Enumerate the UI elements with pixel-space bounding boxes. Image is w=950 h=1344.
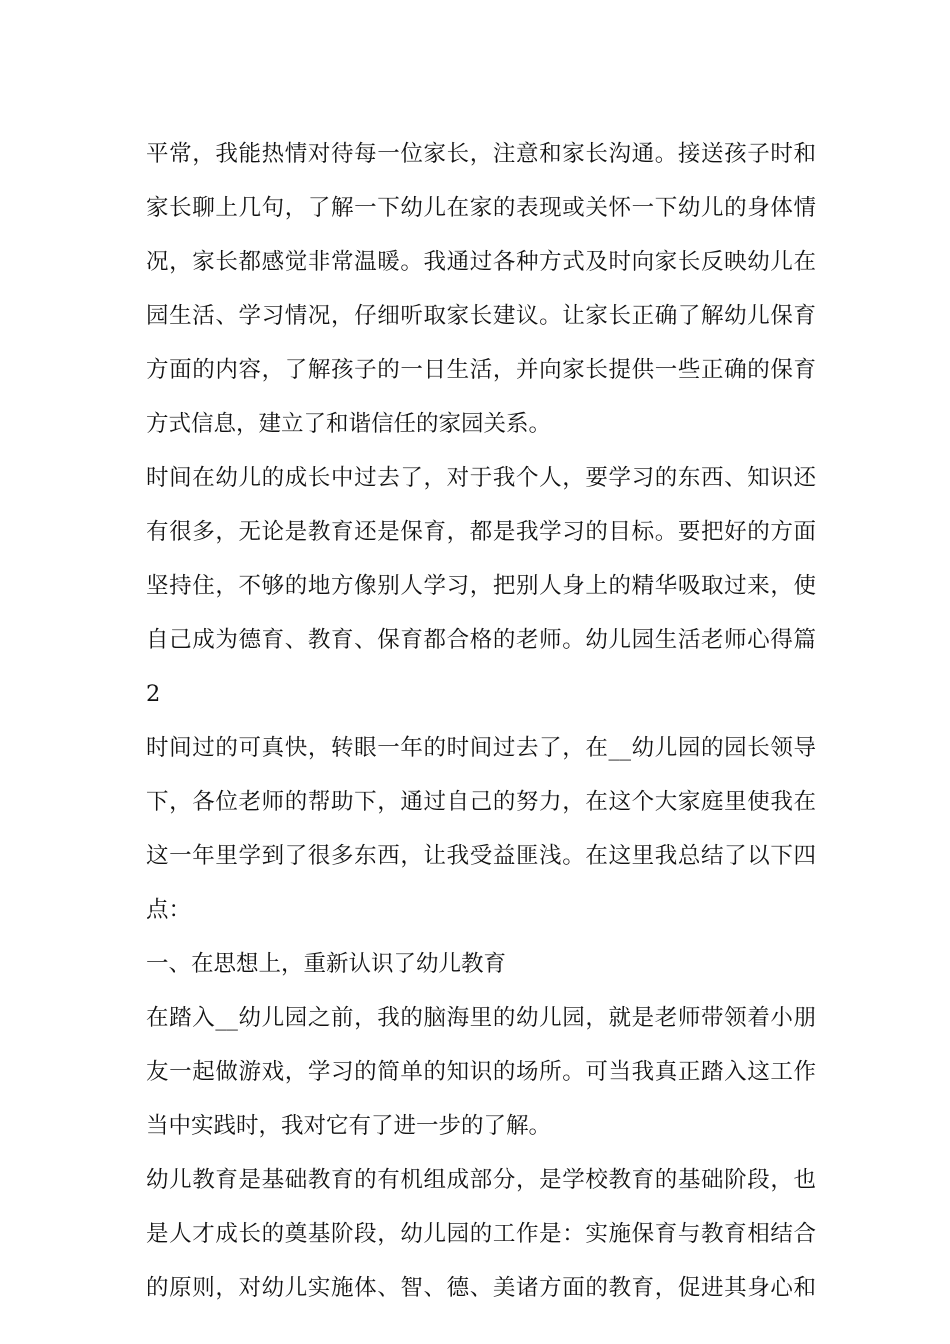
- text-line: 下，各位老师的帮助下，通过自己的努力，在这个大家庭里使我在: [146, 789, 816, 815]
- text-line: 方式信息，建立了和谐信任的家园关系。: [146, 411, 552, 437]
- text-line: 点：: [146, 897, 192, 923]
- text-line: 时间在幼儿的成长中过去了，对于我个人，要学习的东西、知识还: [146, 465, 816, 491]
- text-line: 自己成为德育、教育、保育都合格的老师。幼儿园生活老师心得篇: [146, 627, 816, 653]
- text-line: 是人才成长的奠基阶段，幼儿园的工作是：实施保育与教育相结合: [146, 1221, 816, 1247]
- document-body: [146, 127, 816, 1315]
- text-line: 的原则，对幼儿实施体、智、德、美诸方面的教育，促进其身心和: [146, 1275, 816, 1301]
- text-line: 在踏入__幼儿园之前，我的脑海里的幼儿园，就是老师带领着小朋: [146, 1005, 816, 1031]
- text-line: 方面的内容，了解孩子的一日生活，并向家长提供一些正确的保育: [146, 357, 816, 383]
- text-line: 2: [146, 681, 161, 707]
- text-line: 坚持住，不够的地方像别人学习，把别人身上的精华吸取过来，使: [146, 573, 816, 599]
- text-line: 幼儿教育是基础教育的有机组成部分，是学校教育的基础阶段，也: [146, 1167, 816, 1193]
- text-line: 况，家长都感觉非常温暖。我通过各种方式及时向家长反映幼儿在: [146, 249, 816, 275]
- text-line: 当中实践时，我对它有了进一步的了解。: [146, 1113, 552, 1139]
- text-line: 园生活、学习情况，仔细听取家长建议。让家长正确了解幼儿保育: [146, 303, 816, 329]
- text-line: 有很多，无论是教育还是保育，都是我学习的目标。要把好的方面: [146, 519, 816, 545]
- text-line: 时间过的可真快，转眼一年的时间过去了，在__幼儿园的园长领导: [146, 735, 816, 761]
- text-line: 这一年里学到了很多东西，让我受益匪浅。在这里我总结了以下四: [146, 843, 816, 869]
- text-line: 家长聊上几句，了解一下幼儿在家的表现或关怀一下幼儿的身体情: [146, 195, 816, 221]
- text-line: 友一起做游戏，学习的简单的知识的场所。可当我真正踏入这工作: [146, 1059, 816, 1085]
- text-line: 平常，我能热情对待每一位家长，注意和家长沟通。接送孩子时和: [146, 141, 816, 167]
- section-heading: 一、在思想上，重新认识了幼儿教育: [146, 951, 507, 977]
